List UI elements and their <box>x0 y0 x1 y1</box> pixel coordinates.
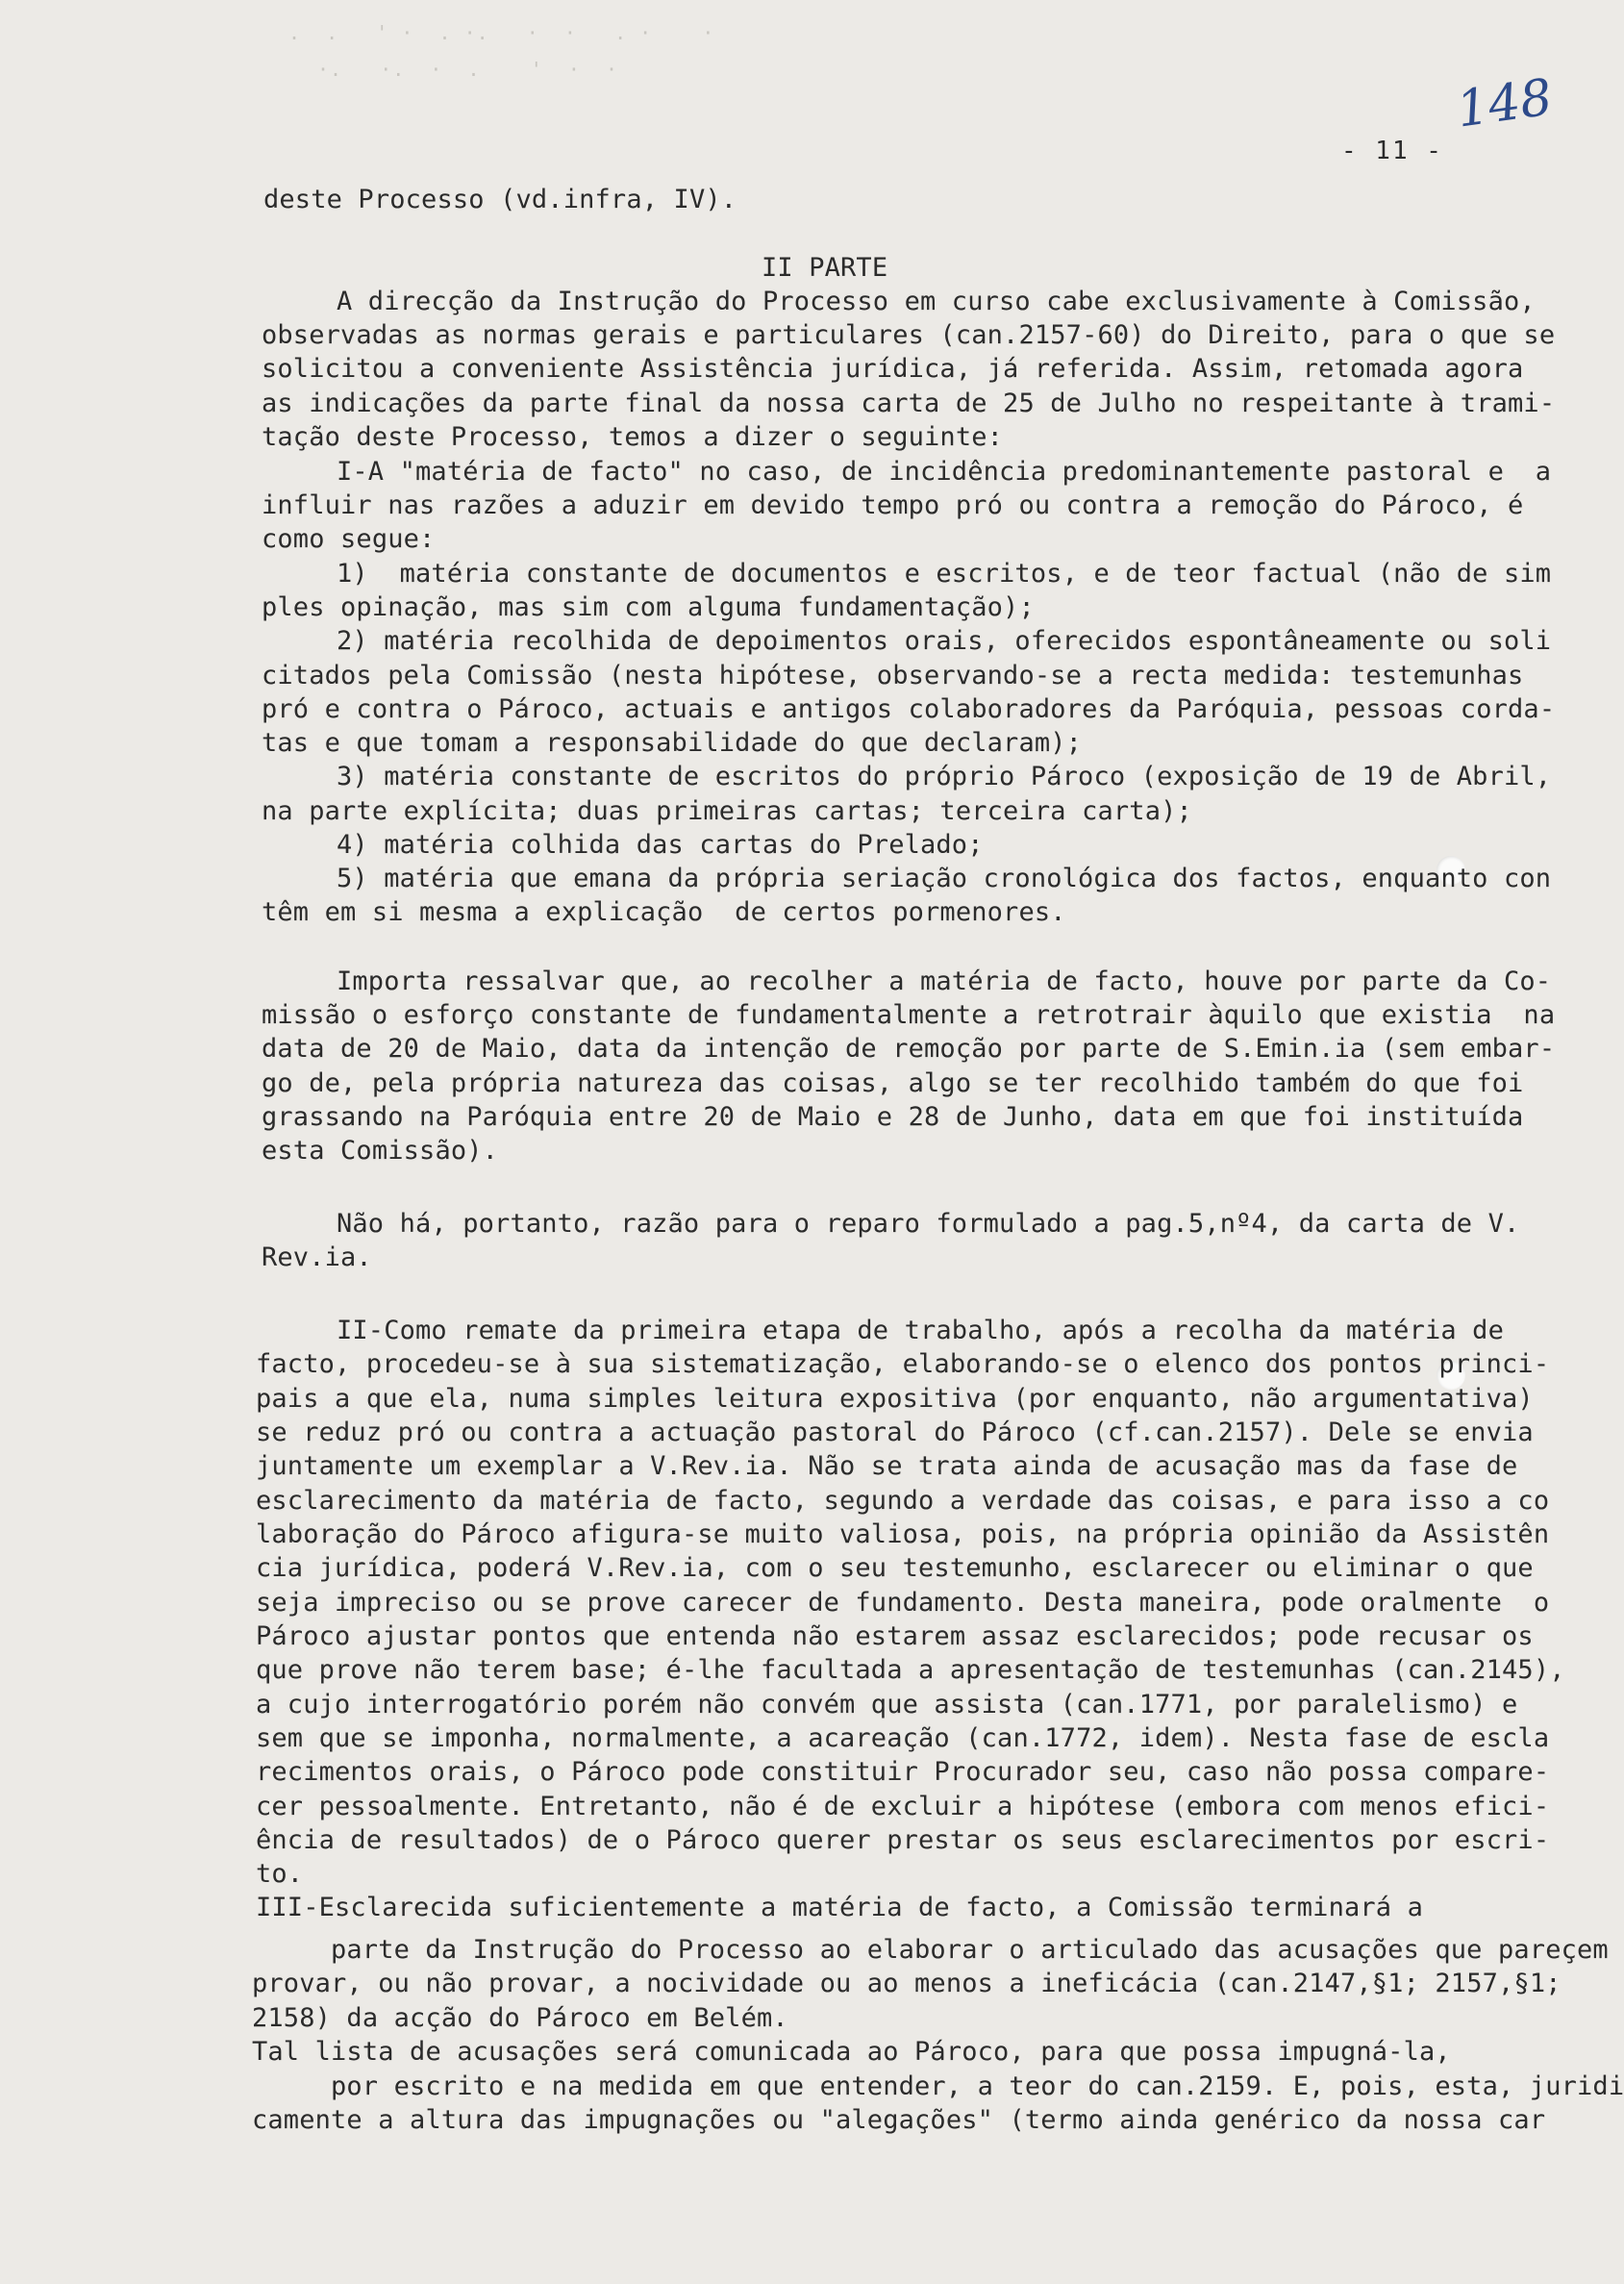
text-line: go de, pela própria natureza das coisas, algo se ter recolhido também do que foi <box>262 1068 1524 1098</box>
text-line: ência de resultados) de o Pároco querer prestar os seus esclarecimentos por escri- <box>256 1825 1550 1855</box>
text-line: ples opinação, mas sim com alguma fundamentação); <box>262 592 1035 622</box>
text-line: que prove não terem base; é-lhe facultada a apresentação de testemunhas (can.2145), <box>256 1655 1565 1685</box>
text-line: esta Comissão). <box>262 1136 499 1166</box>
text-line: sem que se imponha, normalmente, a acareação (can.1772, idem). Nesta fase de escla <box>256 1723 1550 1753</box>
text-line: III-Esclarecida suficientemente a matéria de facto, a Comissão terminará a <box>256 1893 1423 1922</box>
text-line: II-Como remate da primeira etapa de trabalho, após a recolha da matéria de <box>337 1316 1504 1345</box>
text-line: 1) matéria constante de documentos e escritos, e de teor factual (não de sim <box>337 559 1552 589</box>
text-line: Importa ressalvar que, ao recolher a matéria de facto, houve por parte da Co- <box>337 966 1552 996</box>
text-line: citados pela Comissão (nesta hipótese, observando-se a recta medida: testemunhas <box>262 661 1524 690</box>
text-line: 2) matéria recolhida de depoimentos orais, oferecidos espontâneamente ou soli <box>337 626 1552 656</box>
text-line: laboração do Pároco afigura-se muito valiosa, pois, na própria opinião da Assistên <box>256 1519 1550 1549</box>
text-line: Pároco ajustar pontos que entenda não estarem assaz esclarecidos; pode recusar os <box>256 1621 1534 1651</box>
page-number: - 11 - <box>1341 137 1443 165</box>
text-line: parte da Instrução do Processo ao elaborar o articulado das acusações que pareçem <box>331 1935 1609 1965</box>
text-line: facto, procedeu-se à sua sistematização, elaborando-se o elenco dos pontos princi- <box>256 1349 1550 1379</box>
text-line: se reduz pró ou contra a actuação pastoral do Pároco (cf.can.2157). Dele se envia <box>256 1418 1534 1447</box>
text-line: solicitou a conveniente Assistência jurídica, já referida. Assim, retomada agora <box>262 354 1524 384</box>
text-line: 3) matéria constante de escritos do próprio Pároco (exposição de 19 de Abril, <box>337 762 1552 791</box>
text-line: as indicações da parte final da nossa carta de 25 de Julho no respeitante à trami- <box>262 389 1556 418</box>
text-line: data de 20 de Maio, data da intenção de remoção por parte de S.Emin.ia (sem embar- <box>262 1034 1556 1064</box>
bleed-through-text: ·. ·. · . ' · · <box>317 58 618 81</box>
text-line: na parte explícita; duas primeiras cartas; terceira carta); <box>262 796 1192 826</box>
text-line: to. <box>256 1859 304 1889</box>
section-heading: II PARTE <box>762 253 888 283</box>
text-line: esclarecimento da matéria de facto, segundo a verdade das coisas, e para isso a co <box>256 1486 1550 1516</box>
text-line: recimentos orais, o Pároco pode constituir Procurador seu, caso não possa compare- <box>256 1757 1550 1787</box>
text-line: A direcção da Instrução do Processo em curso cabe exclusivamente à Comissão, <box>337 287 1536 316</box>
text-line: pró e contra o Pároco, actuais e antigos colaboradores da Paróquia, pessoas corda- <box>262 694 1556 724</box>
text-line: influir nas razões a aduzir em devido tempo pró ou contra a remoção do Pároco, é <box>262 490 1524 520</box>
text-line: 4) matéria colhida das cartas do Prelado; <box>337 830 984 860</box>
text-line: missão o esforço constante de fundamentalmente a retrotrair àquilo que existia na <box>262 1000 1556 1030</box>
text-line: provar, ou não provar, a nocividade ou ao menos a ineficácia (can.2147,§1; 2157,§1; <box>252 1969 1562 1998</box>
text-line: observadas as normas gerais e particulares (can.2157-60) do Direito, para o que se <box>262 320 1556 350</box>
text-line: I-A "matéria de facto" no caso, de incidência predominantemente pastoral e a <box>337 457 1552 487</box>
text-line: 2158) da acção do Pároco em Belém. <box>252 2003 788 2033</box>
text-line: Tal lista de acusações será comunicada ao Pároco, para que possa impugná-la, <box>252 2037 1451 2067</box>
text-line: têm em si mesma a explicação de certos pormenores. <box>262 897 1066 927</box>
text-line: tas e que tomam a responsabilidade do que declaram); <box>262 728 1083 758</box>
text-line: deste Processo (vd.infra, IV). <box>263 185 737 214</box>
bleed-through-text: . . ' · . ·. · · . · · <box>288 21 715 44</box>
text-line: Rev.ia. <box>262 1242 372 1272</box>
text-line: cer pessoalmente. Entretanto, não é de excluir a hipótese (embora com menos efici- <box>256 1792 1550 1821</box>
text-line: seja impreciso ou se prove carecer de fundamento. Desta maneira, pode oralmente o <box>256 1588 1550 1618</box>
text-line: Não há, portanto, razão para o reparo formulado a pag.5,nº4, da carta de V. <box>337 1209 1520 1239</box>
text-line: como segue: <box>262 524 436 554</box>
text-line: por escrito e na medida em que entender, a teor do can.2159. E, pois, esta, juridi <box>331 2071 1624 2101</box>
text-line: cia jurídica, poderá V.Rev.ia, com o seu testemunho, esclarecer ou eliminar o que <box>256 1553 1534 1583</box>
text-line: tação deste Processo, temos a dizer o seguinte: <box>262 422 1004 452</box>
handwritten-folio-number: 148 <box>1453 68 1556 139</box>
text-line: pais a que ela, numa simples leitura expositiva (por enquanto, não argumentativa) <box>256 1384 1534 1414</box>
text-line: camente a altura das impugnações ou "alegações" (termo ainda genérico da nossa car <box>252 2105 1546 2135</box>
text-line: a cujo interrogatório porém não convém que assista (can.1771, por paralelismo) e <box>256 1690 1518 1719</box>
text-line: 5) matéria que emana da própria seriação cronológica dos factos, enquanto con <box>337 864 1552 893</box>
text-line: grassando na Paróquia entre 20 de Maio e 28 de Junho, data em que foi instituída <box>262 1102 1524 1132</box>
text-line: juntamente um exemplar a V.Rev.ia. Não se trata ainda de acusação mas da fase de <box>256 1451 1518 1481</box>
